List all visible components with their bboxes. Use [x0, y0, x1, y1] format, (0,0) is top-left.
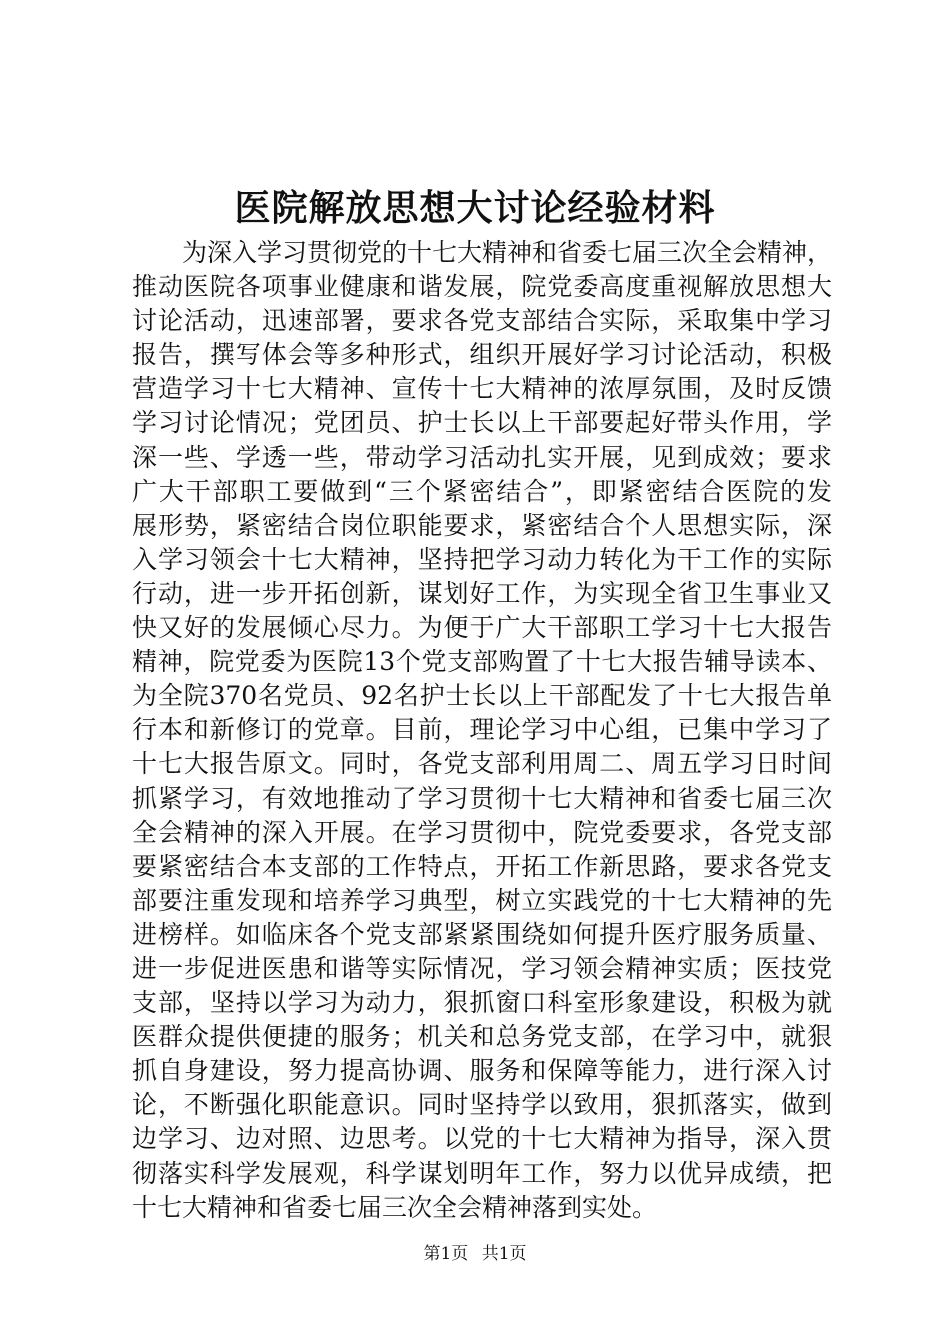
paragraph-line: 十七大报告原文。同时，各党支部利用周二、周五学习日时间	[132, 749, 832, 779]
paragraph-line: 快又好的发展倾心尽力。为便于广大干部职工学习十七大报告	[132, 613, 832, 643]
paragraph-line: 抓紧学习，有效地推动了学习贯彻十七大精神和省委七届三次	[132, 783, 832, 813]
page-total: 共1页	[481, 1244, 527, 1264]
paragraph-line: 全会精神的深入开展。在学习贯彻中，院党委要求，各党支部	[132, 817, 832, 847]
paragraph-line: 行本和新修订的党章。目前，理论学习中心组，已集中学习了	[132, 715, 832, 745]
paragraph-line: 为全院370名党员、92名护士长以上干部配发了十七大报告单	[132, 681, 832, 711]
paragraph-line: 部要注重发现和培养学习典型，树立实践党的十七大精神的先	[132, 885, 832, 915]
paragraph-line: 论，不断强化职能意识。同时坚持学以致用，狠抓落实，做到	[132, 1090, 832, 1120]
paragraph-line: 抓自身建设，努力提高协调、服务和保障等能力，进行深入讨	[132, 1056, 832, 1086]
paragraph-line: 要紧密结合本支部的工作特点，开拓工作新思路，要求各党支	[132, 851, 832, 881]
paragraph-line: 行动，进一步开拓创新，谋划好工作，为实现全省卫生事业又	[132, 578, 832, 608]
paragraph-line: 学习讨论情况；党团员、护士长以上干部要起好带头作用，学	[132, 408, 832, 438]
paragraph-line: 为深入学习贯彻党的十七大精神和省委七届三次全会精神，	[182, 238, 833, 267]
paragraph-line: 进榜样。如临床各个党支部紧紧围绕如何提升医疗服务质量、	[132, 919, 832, 949]
paragraph-line: 报告，撰写体会等多种形式，组织开展好学习讨论活动，积极	[132, 340, 832, 370]
document-title: 医院解放思想大讨论经验材料	[234, 187, 716, 229]
paragraph-line: 入学习领会十七大精神，坚持把学习动力转化为干工作的实际	[132, 544, 832, 574]
paragraph-line: 广大干部职工要做到“三个紧密结合”，即紧密结合医院的发	[132, 476, 832, 506]
paragraph-line: 营造学习十七大精神、宣传十七大精神的浓厚氛围，及时反馈	[132, 374, 832, 404]
paragraph-line: 进一步促进医患和谐等实际情况，学习领会精神实质；医技党	[132, 953, 832, 983]
paragraph-line: 深一些、学透一些，带动学习活动扎实开展，见到成效；要求	[132, 442, 832, 472]
paragraph-line: 展形势，紧密结合岗位职能要求，紧密结合个人思想实际，深	[132, 510, 832, 540]
paragraph-line: 医群众提供便捷的服务；机关和总务党支部，在学习中，就狠	[132, 1022, 832, 1052]
paragraph-line: 讨论活动，迅速部署，要求各党支部结合实际，采取集中学习	[132, 306, 832, 336]
paragraph-line: 精神，院党委为医院13个党支部购置了十七大报告辅导读本、	[132, 647, 832, 677]
paragraph-line: 边学习、边对照、边思考。以党的十七大精神为指导，深入贯	[132, 1124, 832, 1154]
paragraph-line: 推动医院各项事业健康和谐发展，院党委高度重视解放思想大	[132, 272, 832, 302]
body-paragraph	[132, 236, 832, 1225]
paragraph-line: 支部，坚持以学习为动力，狠抓窗口科室形象建设，积极为就	[132, 988, 832, 1018]
paragraph-line: 彻落实科学发展观，科学谋划明年工作，努力以优异成绩，把	[132, 1158, 832, 1188]
page-footer	[0, 1242, 950, 1266]
page-number: 第1页	[423, 1244, 469, 1264]
paragraph-line: 十七大精神和省委七届三次全会精神落到实处。	[132, 1192, 658, 1222]
